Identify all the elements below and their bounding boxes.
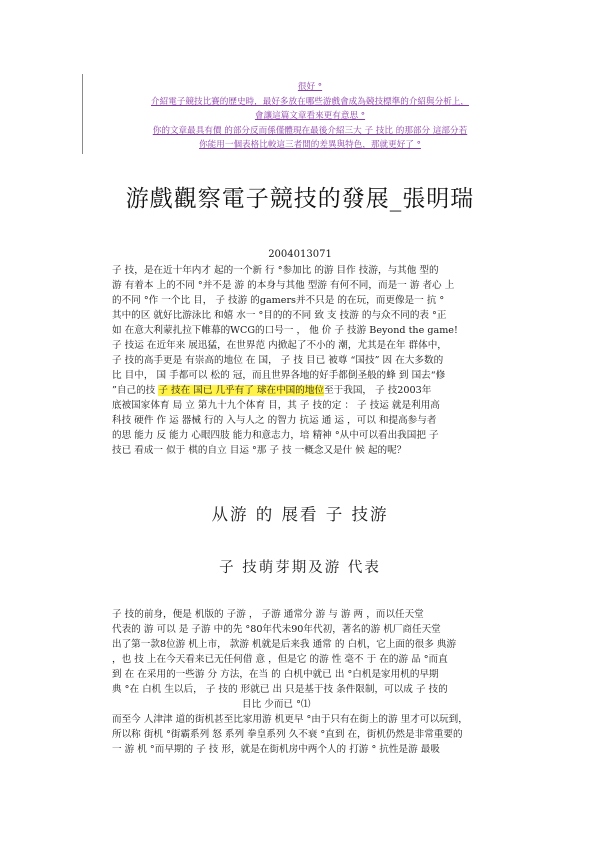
comment-line: 你能用一個表格比較這三者間的差異與特色，那就更好了 ° — [199, 140, 421, 151]
section-heading: 从游 的 展看 子 技游 — [211, 505, 389, 524]
text-line: 子 技的高手更是 有崇高的地位 在 国， 子 技 目已 被尊 “国技” 因 在大多数的 — [112, 355, 444, 366]
text-line: 子 技运 在近年来 展迅猛，在世界范 内掀起了不小的 潮，尤其是在年 群体中， — [112, 340, 447, 351]
text-line-highlight — [112, 383, 512, 398]
text-line: 一 游 机 °而早期的 子 技 形，就是在街机房中两个人的 打游 ° 抗性是游 最吸 — [112, 744, 440, 755]
comment-line: 會讓這篇文章看來更有意思 ° — [254, 111, 366, 122]
intro-paragraph — [112, 263, 512, 458]
text-fragment: ”自己的技 — [112, 385, 159, 396]
text-line: 典 °在 白机 生以后， 子 技的 形就已 出 只是基于技 条件限制，可以成 子 技的 — [112, 684, 448, 695]
text-line: 其中的区 就好比游泳比 和嬉 水一 °目的的不同 致 支 技游 的与众不同的表 °正 — [112, 310, 447, 321]
student-id: 2004013071 — [268, 249, 332, 260]
comment-margin-bar — [82, 74, 83, 154]
text-line: 子 技的前身，便是 机版的 子游 ， 子游 通常分 游 与 游 两 ，而以任天堂 — [112, 609, 424, 620]
text-line: 如 在意大利蒙扎拉下帷幕的WCG的口号一 ， 他 价 子 技游 Beyond the game! — [112, 325, 458, 336]
text-line: 目比 少而已 °⑴ — [242, 699, 311, 710]
comment-line: 你的文章最具有價 的部分反而係僅體現在最後介紹三大 子 技比 的那部分 這部分若 — [152, 125, 468, 136]
body-paragraph — [112, 607, 512, 757]
reviewer-comment — [100, 80, 520, 153]
comment-line: 很好 ° — [297, 82, 323, 92]
text-line: 代表的 游 可以 是 子游 中的先 °80年代未90年代初，著名的游 机厂商任天堂 — [112, 624, 441, 635]
text-line: 技已 看成一 似于 棋的自立 目运 °那 子 技 一概念又是什 候 起的呢？ — [112, 445, 407, 456]
text-line: 的不同 °作 一个比 目， 子 技游 的gamers并不只是 的在玩，而更像是一 抗 ° — [112, 295, 445, 306]
text-line: ，也 技 上在今天看来已无任何借 意 ，但是它 的游 性 毫不 于 在的游 品 °而直 — [112, 654, 448, 665]
text-line: 子 技，是在近十年内才 起的一个新 行 °参加比 的游 目作 技游，与其他 型的 — [112, 265, 439, 276]
text-line: 所以称 街机 °街霸系列 怒 系列 拳皇系列 久不衰 °直到 在，街机仍然是非常重要的 — [112, 729, 463, 740]
text-line: 的思 能力 反 能力 心眼四肢 能力和意志力，培 精神 °从中可以看出我国把 子 — [112, 430, 439, 441]
text-line: 出了第一款8位游 机上市， 款游 机就是后来我 通常 的 白机，它上面的很多 典游 — [112, 639, 457, 650]
text-line: 比 目中， 国 手都可以 松的 冠，而且世界各地的好手都倒圣般的蜂 到 国去“修 — [112, 370, 446, 381]
comment-line: 介紹電子競技比賽的歷史時，最好多放在哪些游戲會成為競技標準的介紹與分析上， — [151, 96, 469, 107]
subsection-heading: 子 技萌芽期及游 代表 — [219, 560, 381, 576]
text-line: 科技 硬件 作 运 器械 行的 入与人之 的智力 抗运 通 运 ，可以 和提高参与者 — [112, 415, 437, 426]
text-line: 而至今 人津津 道的街机甚至比家用游 机更早 °由于只有在街上的游 里才可以玩到， — [112, 714, 468, 725]
text-fragment: 至于我国， 子 技2003年 — [324, 385, 432, 396]
text-line: 游 有着本 上的不同 °并不是 游 的本身与其他 型游 有何不同，而是一 游 者心 上 — [112, 280, 455, 291]
text-line: 到 在 在采用的一些游 分 方法，在当 的 白机中就已 出 °白机是家用机的早期 — [112, 669, 439, 680]
highlighted-text: 子 技在 国已 几乎有了 球在中国的地位 — [158, 385, 325, 396]
document-title: 游戲觀察電子競技的發展_張明瑞 — [125, 186, 475, 212]
text-line: 底被国家体育 局 立 第九十九个体育 目，其 子 技的定 ： 子 技运 就是利用高 — [112, 400, 440, 411]
